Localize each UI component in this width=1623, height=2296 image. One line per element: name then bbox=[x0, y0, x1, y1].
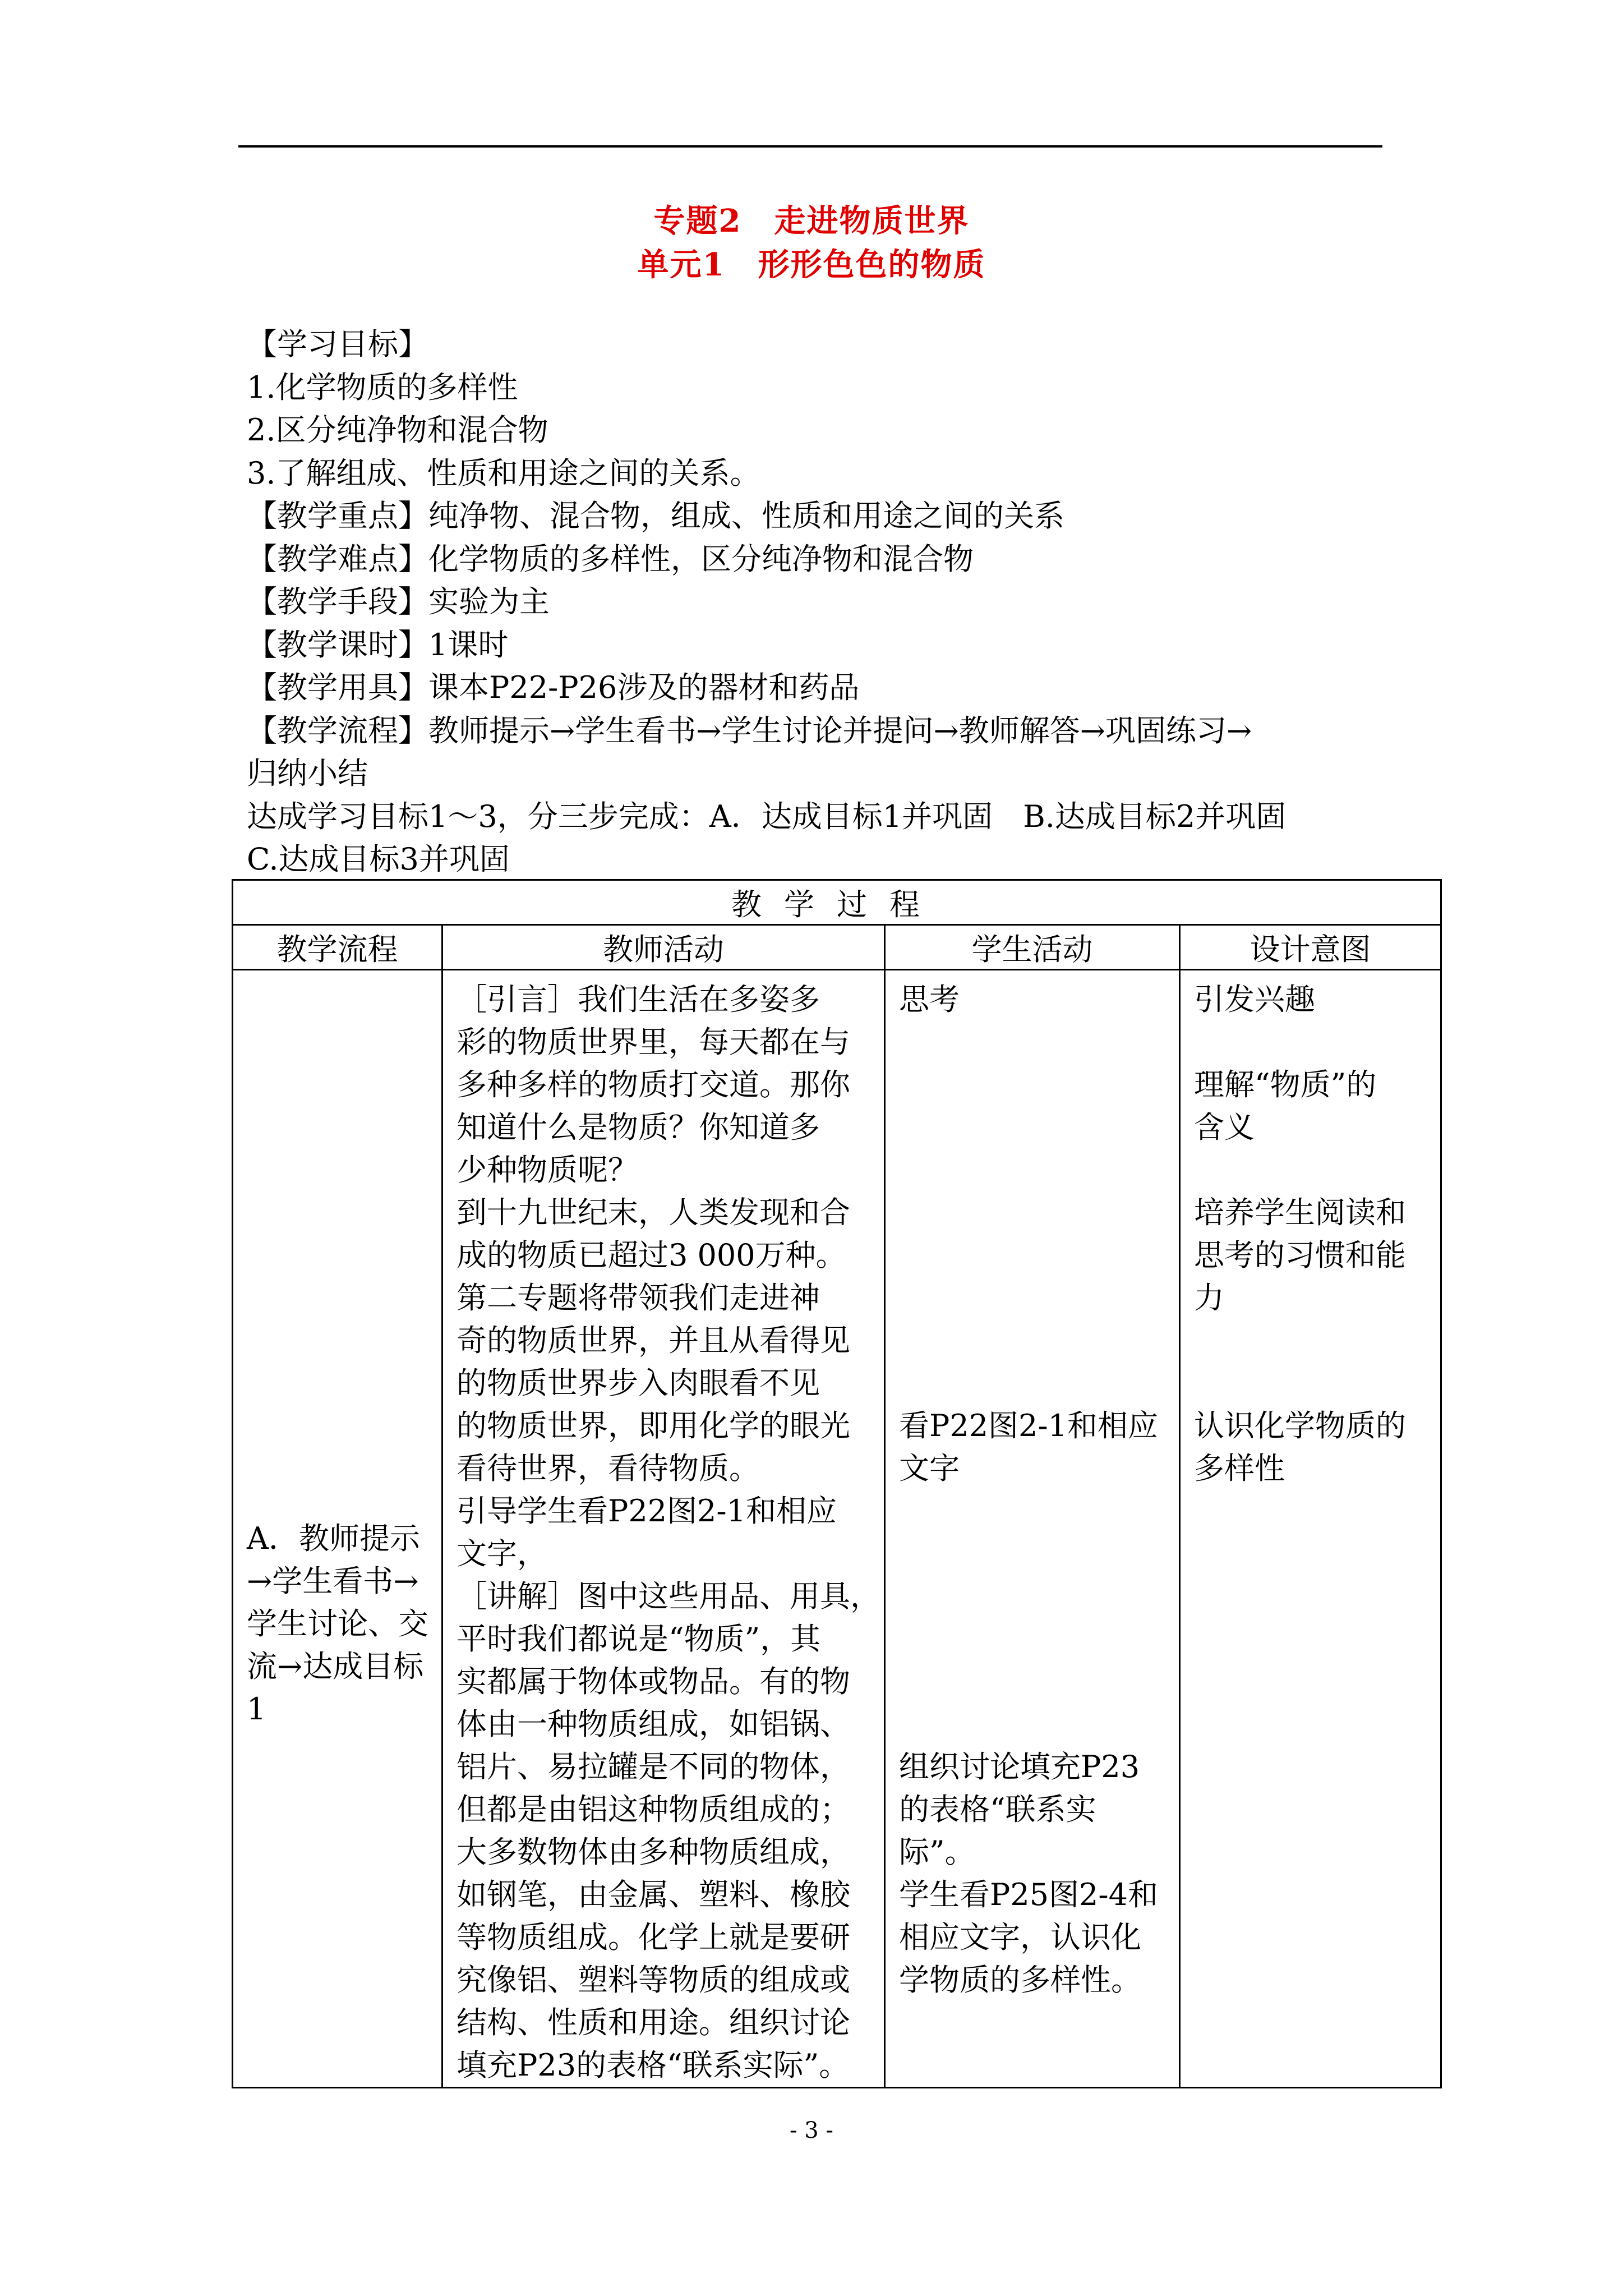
meta-line: 3.了解组成、性质和用途之间的关系。 bbox=[247, 455, 760, 491]
header-design-intent: 设计意图 bbox=[1180, 925, 1441, 970]
teacher-line: 成的物质已超过3 000万种。 bbox=[457, 1237, 846, 1273]
header-teacher-activity: 教师活动 bbox=[442, 925, 885, 970]
student-line bbox=[899, 1234, 1168, 1277]
student-line bbox=[899, 1618, 1168, 1660]
teacher-line: 看待世界，看待物质。 bbox=[457, 1451, 759, 1486]
teacher-line: 多种多样的物质打交道。那你 bbox=[457, 1067, 850, 1102]
flow-cell bbox=[233, 970, 442, 2088]
teacher-line: 等物质组成。化学上就是要研 bbox=[457, 1920, 850, 1955]
teacher-line: 大多数物体由多种物质组成， bbox=[457, 1834, 850, 1870]
teacher-line: 到十九世纪末，人类发现和合 bbox=[457, 1195, 850, 1230]
teacher-line: 但都是由铝这种物质组成的； bbox=[457, 1792, 850, 1827]
teacher-line: 奇的物质世界，并且从看得见 bbox=[457, 1323, 850, 1358]
student-line: 文字 bbox=[899, 1451, 960, 1486]
intent-line bbox=[1194, 1021, 1429, 1064]
lesson-meta bbox=[247, 323, 1396, 881]
teacher-line: 平时我们都说是“物质”，其 bbox=[457, 1621, 821, 1657]
header-student-activity: 学生活动 bbox=[885, 925, 1180, 970]
student-line: 学生看P25图2-4和 bbox=[899, 1877, 1159, 1912]
student-activity-text bbox=[886, 970, 1179, 2001]
meta-line: C.达成目标3并巩固 bbox=[247, 841, 510, 877]
student-line bbox=[899, 1575, 1168, 1618]
design-intent-cell bbox=[1180, 970, 1441, 2088]
meta-line: 【教学用具】课本P22-P26涉及的器材和药品 bbox=[247, 670, 860, 705]
teacher-line: 填充P23的表格“联系实际”。 bbox=[457, 2047, 850, 2083]
intent-line bbox=[1194, 1362, 1429, 1405]
intent-line: 培养学生阅读和 bbox=[1194, 1195, 1406, 1230]
page-number: - 3 - bbox=[790, 2118, 833, 2143]
meta-line: 达成学习目标1～3，分三步完成：A．达成目标1并巩固 B.达成目标2并巩固 bbox=[247, 798, 1287, 834]
teacher-line: ［引言］我们生活在多姿多 bbox=[457, 982, 820, 1017]
teaching-process-table bbox=[232, 879, 1442, 2088]
teacher-line: 究像铝、塑料等物质的组成或 bbox=[457, 1962, 850, 1998]
teacher-line: 引导学生看P22图2-1和相应 bbox=[457, 1493, 837, 1529]
teacher-line: 结构、性质和用途。组织讨论 bbox=[457, 2005, 850, 2040]
student-line bbox=[899, 1021, 1168, 1064]
intent-line: 引发兴趣 bbox=[1194, 982, 1315, 1017]
student-line bbox=[899, 1703, 1168, 1746]
meta-line: 2.区分纯净物和混合物 bbox=[247, 412, 548, 448]
teacher-line: 如钢笔，由金属、塑料、橡胶 bbox=[457, 1877, 850, 1912]
student-line bbox=[899, 1106, 1168, 1149]
teacher-line: 第二专题将带领我们走进神 bbox=[457, 1280, 820, 1315]
header-flow: 教学流程 bbox=[233, 925, 442, 970]
student-line bbox=[899, 1277, 1168, 1319]
intent-line: 多样性 bbox=[1194, 1451, 1285, 1486]
student-line: 际”。 bbox=[899, 1834, 975, 1870]
meta-line: 【教学手段】实验为主 bbox=[247, 584, 550, 619]
teacher-line: 知道什么是物质？你知道多 bbox=[457, 1110, 820, 1145]
meta-line: 【教学难点】化学物质的多样性，区分纯净物和混合物 bbox=[247, 541, 974, 577]
teacher-line: 文字， bbox=[457, 1536, 547, 1571]
intent-line: 含义 bbox=[1194, 1110, 1255, 1145]
teacher-line: 的物质世界步入肉眼看不见 bbox=[457, 1365, 820, 1401]
student-line: 的表格“联系实 bbox=[899, 1792, 1096, 1827]
intent-line: 理解“物质”的 bbox=[1194, 1067, 1377, 1102]
meta-line: 1.化学物质的多样性 bbox=[247, 369, 518, 405]
student-activity-cell bbox=[885, 970, 1180, 2088]
intent-line bbox=[1194, 1319, 1429, 1362]
meta-line: 【教学重点】纯净物、混合物，组成、性质和用途之间的关系 bbox=[247, 498, 1064, 533]
unit-title: 单元1 形形色色的物质 bbox=[637, 246, 986, 283]
student-line: 看P22图2-1和相应 bbox=[899, 1408, 1159, 1443]
student-line bbox=[899, 1064, 1168, 1106]
meta-line: 【学习目标】 bbox=[247, 326, 428, 362]
intent-line bbox=[1194, 1149, 1429, 1191]
table-caption: 教学过程 bbox=[233, 880, 1441, 925]
student-line bbox=[899, 1191, 1168, 1234]
meta-line: 【教学课时】1课时 bbox=[247, 627, 509, 662]
header-rule bbox=[238, 145, 1382, 148]
teacher-line: 的物质世界，即用化学的眼光 bbox=[457, 1408, 850, 1443]
student-line: 学物质的多样性。 bbox=[899, 1962, 1141, 1998]
flow-text: A．教师提示→学生看书→学生讨论、交流→达成目标1 bbox=[247, 1521, 428, 1727]
student-line bbox=[899, 1319, 1168, 1362]
meta-line: 归纳小结 bbox=[247, 756, 368, 791]
student-line bbox=[899, 1490, 1168, 1533]
student-line: 相应文字，认识化 bbox=[899, 1920, 1141, 1955]
intent-line: 力 bbox=[1194, 1280, 1224, 1315]
student-line bbox=[899, 1660, 1168, 1703]
student-line: 组织讨论填充P23 bbox=[899, 1749, 1140, 1784]
design-intent-text bbox=[1181, 970, 1440, 1490]
teacher-line: 实都属于物体或物品。有的物 bbox=[457, 1664, 850, 1699]
intent-line: 认识化学物质的 bbox=[1194, 1408, 1406, 1443]
teacher-line: 彩的物质世界里，每天都在与 bbox=[457, 1024, 850, 1060]
student-line bbox=[899, 1533, 1168, 1575]
student-line bbox=[899, 1149, 1168, 1191]
teacher-line: 铝片、易拉罐是不同的物体， bbox=[457, 1749, 850, 1784]
student-line: 思考 bbox=[899, 982, 960, 1017]
meta-line: 【教学流程】教师提示→学生看书→学生讨论并提问→教师解答→巩固练习→ bbox=[247, 712, 1252, 748]
topic-title: 专题2 走进物质世界 bbox=[653, 203, 970, 240]
student-line bbox=[899, 1362, 1168, 1405]
teacher-line: 少种物质呢？ bbox=[457, 1152, 638, 1188]
teacher-activity-text bbox=[443, 970, 884, 2087]
teacher-line: 体由一种物质组成，如铝锅、 bbox=[457, 1706, 850, 1742]
teacher-line: ［讲解］图中这些用品、用具， bbox=[457, 1579, 880, 1614]
teacher-activity-cell bbox=[442, 970, 885, 2088]
intent-line: 思考的习惯和能 bbox=[1194, 1237, 1406, 1273]
